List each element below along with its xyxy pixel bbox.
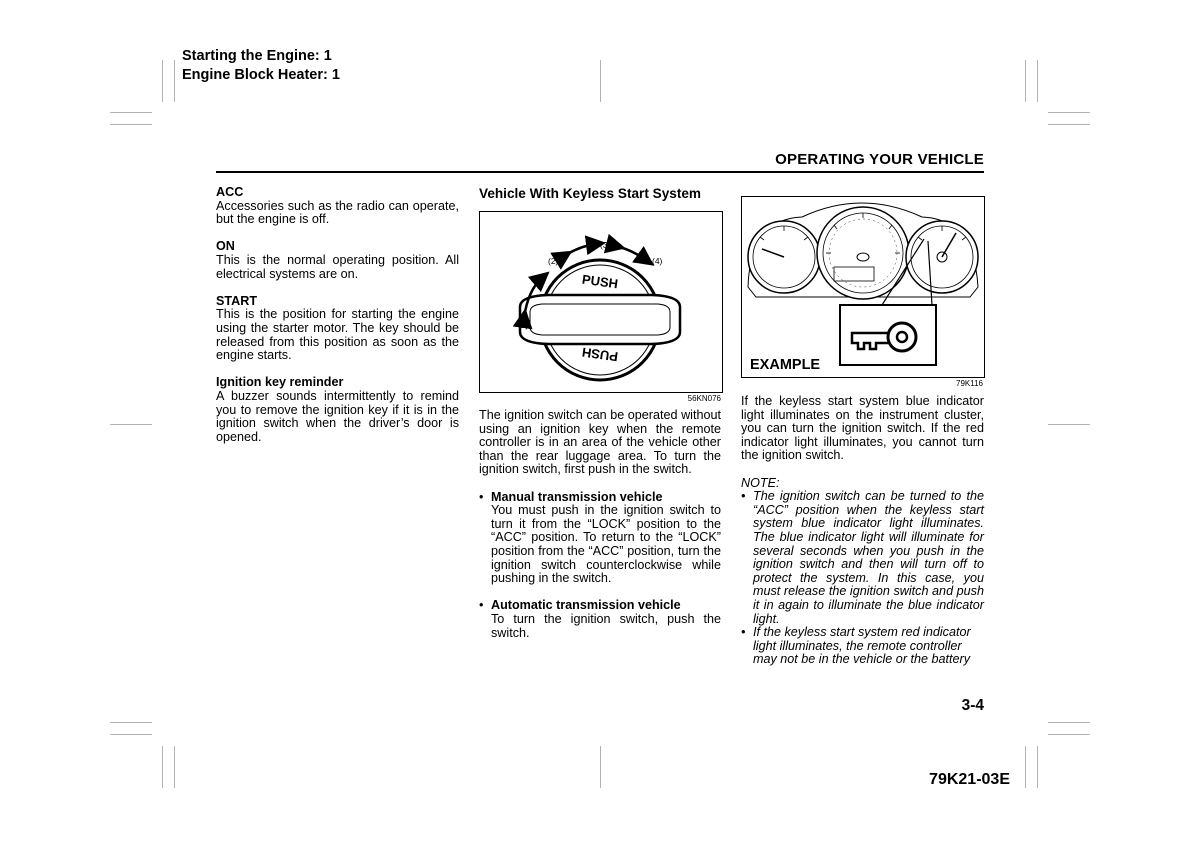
position-2-label: (2) — [548, 256, 559, 266]
start-heading: START — [216, 293, 258, 308]
bullet-mark: • — [741, 489, 746, 504]
keyless-intro-text: The ignition switch can be operated without using an ignition key when the remote controller is in an area of the vehicle other than the rear luggage area. To turn the ignition switch, first push in the switch. — [479, 408, 721, 477]
ignition-switch-illustration — [480, 212, 722, 392]
push-label-bottom: PUSH — [580, 344, 619, 365]
position-3-label: (3) — [600, 240, 611, 250]
header-line-2: Engine Block Heater: 1 — [182, 67, 340, 83]
figure-caption-ignition: 56KN076 — [687, 394, 721, 403]
instrument-cluster-illustration — [742, 197, 984, 377]
on-heading: ON — [216, 239, 235, 254]
automatic-transmission-item — [479, 599, 721, 640]
start-text: This is the position for starting the engine using the starter motor. The key should be released from this position as soon as the engine starts. — [216, 307, 459, 363]
note-item — [741, 626, 984, 667]
acc-text: Accessories such as the radio can operate, but the engine is off. — [216, 198, 459, 227]
middle-column-text — [479, 409, 721, 640]
example-label: EXAMPLE — [750, 357, 821, 373]
automatic-transmission-text: To turn the ignition switch, push the switch. — [491, 611, 721, 640]
instrument-cluster-figure — [741, 196, 985, 378]
note-item — [741, 490, 984, 626]
note-label: NOTE: — [741, 475, 780, 490]
keyless-indicator-text: If the keyless start system blue indicator light illuminates on the instrument cluster, you can turn the ignition switch. If the red indicator light illuminates, you cannot turn the ignition switch. — [741, 394, 984, 463]
ignition-switch-figure — [479, 211, 723, 393]
keyless-heading: Vehicle With Keyless Start System — [479, 186, 702, 201]
position-1-label: (1) — [518, 320, 529, 330]
push-label-top: PUSH — [581, 271, 620, 292]
reminder-heading: Ignition key reminder — [216, 375, 344, 390]
position-4-label: (4) — [652, 256, 663, 266]
document-code: 79K21-03E — [929, 771, 1010, 788]
manual-transmission-heading: Manual transmission vehicle — [491, 489, 663, 504]
reminder-text: A buzzer sounds intermittently to remind you to remove the ignition key if it is in the ignition switch when the driver’s door is opened. — [216, 388, 459, 444]
note-item-text: The ignition switch can be turned to the “ACC” position when the keyless start system blue indicator light illuminates. The blue indicator light will illuminate for several seconds when you push in the ignition switch and then will turn off to protect the system. In this case, you must release the ignition switch and push it in again to illuminate the blue indicator light. — [753, 489, 984, 626]
automatic-transmission-heading: Automatic transmission vehicle — [491, 598, 681, 613]
bullet-mark: • — [479, 598, 484, 613]
manual-transmission-text: You must push in the ignition switch to turn it from the “LOCK” position to the “ACC” position. To return to the “LOCK” position from the “ACC” position, turn the ignition switch counterclockwise while pushing in the switch. — [491, 503, 721, 586]
header-line-1: Starting the Engine: 1 — [182, 48, 332, 64]
figure-caption-cluster: 79K116 — [956, 379, 983, 388]
manual-transmission-item — [479, 491, 721, 586]
right-column-text — [741, 395, 984, 667]
bullet-mark: • — [479, 489, 484, 504]
bullet-mark: • — [741, 625, 746, 640]
left-column — [216, 186, 459, 444]
on-text: This is the normal operating position. All electrical systems are on. — [216, 252, 459, 281]
header-block — [182, 47, 340, 85]
acc-heading: ACC — [216, 185, 244, 199]
note-item-text: If the keyless start system red indicator light illuminates, the remote controller may not be in the vehicle or the battery — [753, 625, 971, 667]
page-number: 3-4 — [961, 697, 984, 714]
header-rule — [216, 171, 984, 173]
section-title: OPERATING YOUR VEHICLE — [775, 151, 984, 168]
